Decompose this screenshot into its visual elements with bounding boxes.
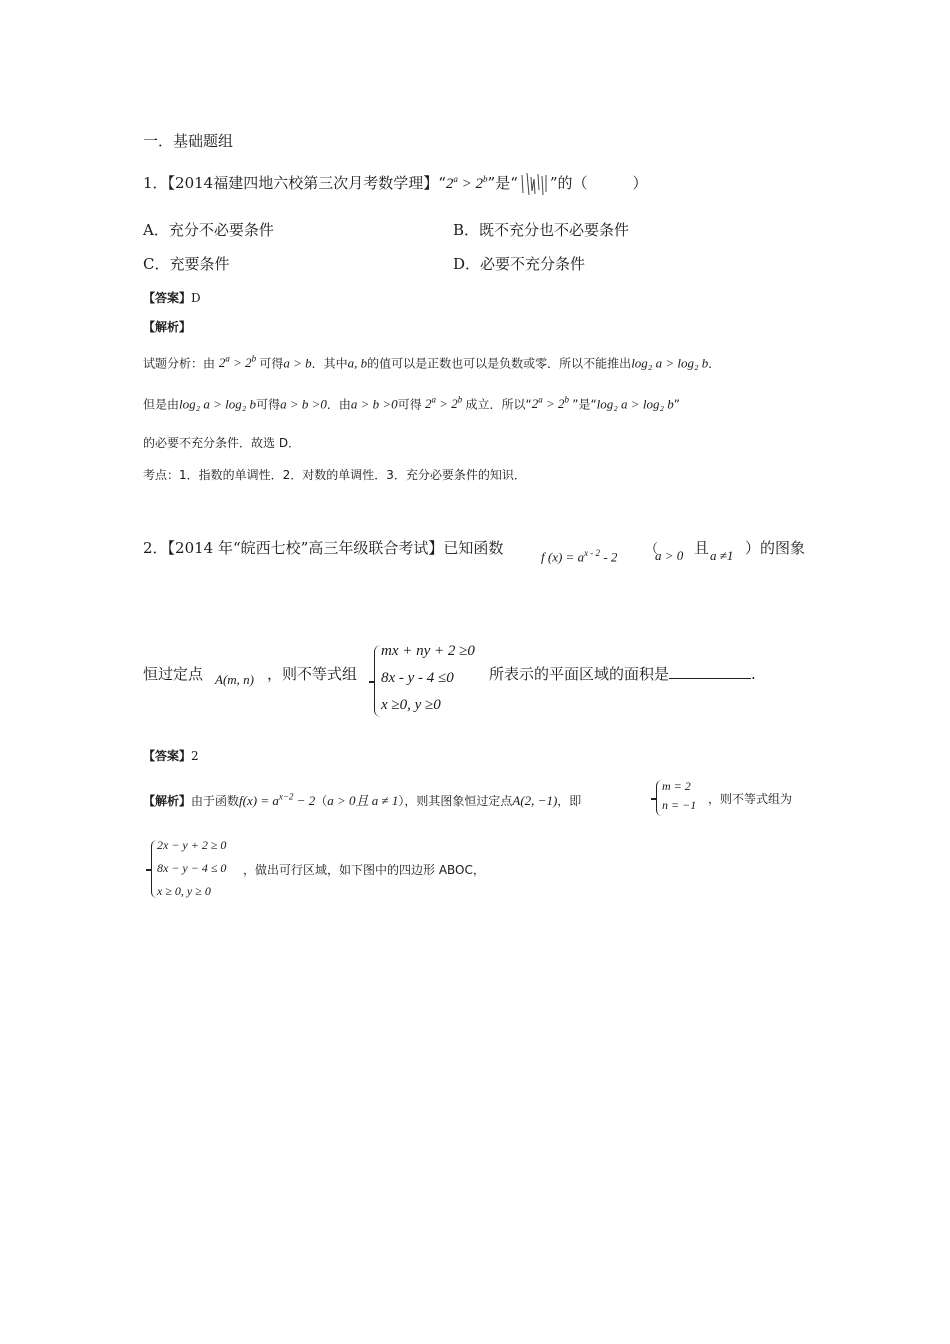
q2-cond-close: ）的图象: [745, 539, 806, 557]
q1-tail: ”的（ ）: [549, 174, 648, 192]
q2-ineq-2: 8x - y - 4 ≤0: [381, 670, 454, 686]
option-b[interactable]: B．既不充分也不必要条件: [453, 221, 630, 239]
section-title: 一．基础题组: [143, 132, 234, 150]
q2-sys2-1: 2x − y + 2 ≥ 0: [157, 838, 227, 852]
answer-tag: 【答案】: [143, 749, 192, 763]
q1-expression: $2^a > 2^b$: [445, 174, 488, 192]
q2-sys2-2: 8x − y − 4 ≤ 0: [157, 861, 227, 875]
q2-answer: [143, 747, 199, 764]
q2-line2-b: ，则不等式组: [267, 665, 358, 683]
q2-sys-n: n = −1: [662, 798, 697, 812]
q1-analysis-line-3: 的必要不充分条件．故选 D．: [143, 436, 301, 450]
q2-intro: 2．【2014 年“皖西七校”高三年级联合考试】已知函数: [143, 539, 504, 557]
q2-analysis-f: ，做出可行区域，如下图中的四边形 ABOC，: [243, 863, 485, 877]
answer-value: D: [191, 291, 201, 305]
q2-cond-open: （: [645, 542, 659, 557]
q2-point: A(m, n): [215, 672, 254, 687]
q2-sys2-3: x ≥ 0, y ≥ 0: [157, 884, 211, 898]
q1-quote: “: [438, 174, 446, 192]
q2-analysis-e: ，则不等式组为: [708, 792, 793, 806]
option-c[interactable]: C．充要条件: [143, 255, 230, 273]
q2-cond-a: a > 0: [655, 548, 684, 563]
q2-ineq-3: x ≥0, y ≥0: [381, 697, 441, 713]
q2-line2-a: 恒过定点: [143, 665, 204, 683]
expr-2a-gt-2b: $2^a > 2^b$: [218, 354, 257, 371]
q1-answer: [143, 289, 201, 306]
option-d[interactable]: D．必要不充分条件: [453, 255, 586, 273]
q1-analysis-line-1: 试题分析：由 $2^a > 2^b$ 可得a > b．其中a, b的值可以是正数也可以是负数或零．所以不能推出log₂ a > log₂ b．: [143, 354, 721, 371]
q1-analysis-line-2: 但是由log₂ a > log₂ b可得a > b >0．由a > b >0可得 $2^a > 2^b$ 成立．所以“$2^a > 2^b$ ”是“log₂ a > log₂ b”: [143, 395, 680, 412]
q1-stem: [143, 171, 648, 197]
broken-image-icon: [519, 171, 549, 197]
q1-source: 【2014福建四地六校第三次月考数学理】: [167, 174, 439, 192]
answer-tag: 【答案】: [143, 291, 192, 305]
answer-blank[interactable]: [669, 664, 751, 679]
q2-analysis-line-1: 【解析】由于函数$f(x) = a^{x-2} - 2(a > 0$且 a ≠ 1），则其图象恒过定点A(2, −1)，即: [143, 791, 582, 808]
q1-keypoints: 考点：1．指数的单调性．2．对数的单调性．3．充分必要条件的知识．: [143, 468, 526, 482]
q1-analysis-tag: 【解析】: [143, 320, 192, 334]
q2-cond-b: a ≠1: [710, 548, 734, 563]
q1-quote-2: ”是“: [487, 174, 518, 192]
q2-sys-m: m = 2: [662, 779, 691, 793]
q2-ineq-1: mx + ny + 2 ≥0: [381, 643, 475, 659]
q2-system-brace: [374, 645, 381, 717]
q2-function: f $(x) = a^{x - 2} - 2$: [541, 548, 618, 565]
option-a[interactable]: A．充分不必要条件: [143, 221, 274, 239]
q2-line2-c: 所表示的平面区域的面积是 .: [489, 665, 756, 683]
answer-value: 2: [191, 749, 199, 763]
q1-number: 1．: [143, 174, 168, 192]
q2-cond-and: 且: [694, 539, 710, 557]
